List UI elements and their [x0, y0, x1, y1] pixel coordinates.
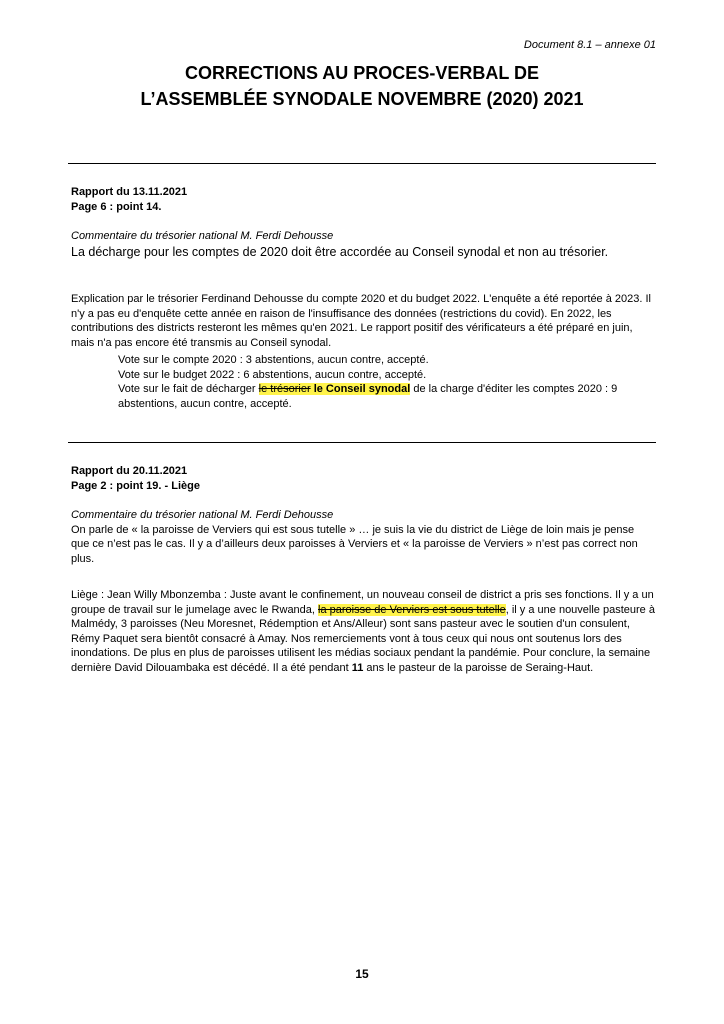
liege-text-part: , il y a une nouvelle pasteure à Malmédy, 3 paroisses (Neu Moresnet, Rédemption et Ans/Alleur) sont sans pasteur avec le soutien d'un consulent, Rémy Paquet sera bientôt consacré à Amay. Nos remerciements vont à tous ceux qui nous ont soutenus lors des inondations. De plus en plus de paroisses utilisent les médias sociaux pendant la pandémie. Pour conclure, la semaine dernière David Dilouambaka est décédé. Il a été pendant: [71, 603, 655, 674]
title-line-1: CORRECTIONS AU PROCES-VERBAL DE: [184, 63, 540, 83]
page-number: 15: [355, 967, 369, 981]
explication-paragraph: [71, 292, 655, 350]
votes-list: [71, 353, 655, 411]
treasurer-comment-1: [71, 229, 655, 260]
struck-text: la paroisse de Verviers est sous tutelle: [318, 603, 506, 616]
title-line-2: L’ASSEMBLÉE SYNODALE NOVEMBRE (2020) 2021: [140, 89, 584, 109]
liege-text: [71, 588, 655, 675]
years-value: 11: [351, 661, 364, 674]
vote-item: Vote sur le budget 2022 : 6 abstentions, aucun contre, accepté.: [118, 368, 427, 381]
section-rapport-13-11: [71, 185, 655, 214]
treasurer-comment-2: [71, 508, 655, 566]
explication-text: Explication par le trésorier Ferdinand Dehousse du compte 2020 et du budget 2022. L'enquête a été reportée à 2023. Il n'y a pas eu d'enquête cette année en raison de l'insuffisance des données (restrictions du covid). En 2022, les contributions des districts resteront les mêmes qu'en 2021. Le rapport positif des vérificateurs a été préparé en juin, mais n'a pas encore été transmis au Conseil synodal.: [71, 293, 651, 349]
document-title: [0, 60, 724, 112]
liege-text-part: ans le pasteur de la paroisse de Seraing-Haut.: [363, 661, 594, 674]
document-reference: Document 8.1 – annexe 01: [523, 39, 656, 51]
rapport-date: Rapport du 20.11.2021: [71, 465, 188, 477]
rapport-page-point: Page 6 : point 14.: [71, 200, 162, 213]
comment-text: On parle de « la paroisse de Verviers qui est sous tutelle » … je suis la vie du district de Liège de loin mais je pense que ce n’est pas le cas. Il y a d’ailleurs deux paroisses à Verviers et « la paroisse de Verviers » n’est pas correct non plus.: [71, 523, 638, 565]
divider-middle: [68, 442, 656, 443]
inserted-text: le Conseil synodal: [313, 383, 411, 395]
rapport-date: Rapport du 13.11.2021: [71, 186, 188, 198]
struck-text: le trésorier: [258, 383, 311, 395]
vote-text: de la charge d'éditer les comptes 2020 : 9 abstentions, aucun contre, accepté.: [118, 383, 618, 410]
liege-text-part: Liège : Jean Willy Mbonzemba : Juste avant le confinement, un nouveau conseil de district a pris ses fonctions. Il y a un groupe de travail sur le jumelage avec le Rwanda,: [71, 589, 654, 616]
comment-heading: Commentaire du trésorier national M. Ferdi Dehousse: [71, 509, 334, 521]
comment-text: La décharge pour les comptes de 2020 doit être accordée au Conseil synodal et non au trésorier.: [71, 244, 609, 259]
vote-item-corrected: [118, 382, 655, 411]
liege-paragraph: [71, 588, 655, 675]
section-rapport-20-11: [71, 464, 655, 493]
comment-heading: Commentaire du trésorier national M. Ferdi Dehousse: [71, 230, 334, 242]
vote-text: Vote sur le fait de décharger: [118, 383, 259, 395]
rapport-page-point: Page 2 : point 19. - Liège: [71, 479, 200, 492]
divider-top: [68, 163, 656, 164]
vote-item: Vote sur le compte 2020 : 3 abstentions, aucun contre, accepté.: [118, 354, 429, 366]
